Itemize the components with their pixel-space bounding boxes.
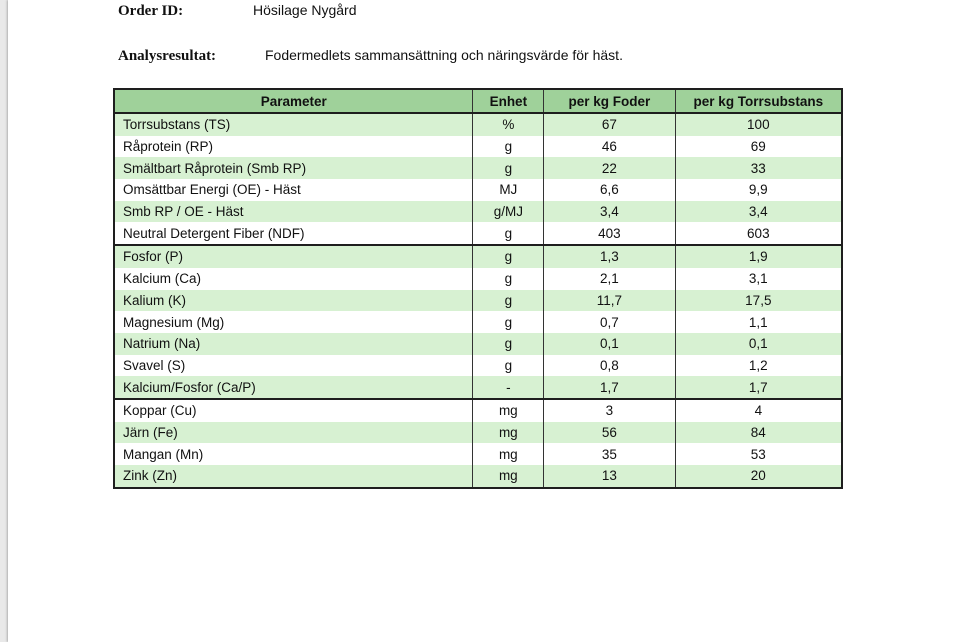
cell-unit: mg (473, 422, 544, 444)
table-header-row (114, 89, 842, 113)
cell-per-kg-ts: 84 (675, 422, 842, 444)
cell-parameter: Koppar (Cu) (114, 399, 473, 422)
table-row (114, 311, 842, 333)
cell-per-kg-foder: 11,7 (544, 290, 675, 312)
cell-unit: MJ (473, 179, 544, 201)
table-row (114, 333, 842, 355)
table-row (114, 157, 842, 179)
cell-per-kg-foder: 0,7 (544, 311, 675, 333)
cell-per-kg-foder: 2,1 (544, 268, 675, 290)
cell-parameter: Råprotein (RP) (114, 136, 473, 158)
cell-parameter: Kalcium (Ca) (114, 268, 473, 290)
table-row (114, 113, 842, 136)
cell-parameter: Omsättbar Energi (OE) - Häst (114, 179, 473, 201)
cell-unit: g (473, 136, 544, 158)
column-header-unit: Enhet (473, 89, 544, 113)
cell-unit: g/MJ (473, 201, 544, 223)
cell-parameter: Zink (Zn) (114, 465, 473, 488)
cell-per-kg-foder: 3,4 (544, 201, 675, 223)
table-row (114, 268, 842, 290)
order-id-value: Hösilage Nygård (253, 2, 357, 18)
analysis-table (113, 88, 843, 489)
cell-unit: g (473, 222, 544, 245)
cell-unit: - (473, 376, 544, 399)
cell-parameter: Järn (Fe) (114, 422, 473, 444)
cell-per-kg-foder: 22 (544, 157, 675, 179)
cell-per-kg-ts: 100 (675, 113, 842, 136)
cell-unit: g (473, 157, 544, 179)
cell-per-kg-ts: 33 (675, 157, 842, 179)
order-id-row (118, 2, 357, 20)
cell-per-kg-ts: 603 (675, 222, 842, 245)
table-row (114, 465, 842, 488)
cell-unit: g (473, 311, 544, 333)
column-header-per-kg-foder: per kg Foder (544, 89, 675, 113)
cell-parameter: Smältbart Råprotein (Smb RP) (114, 157, 473, 179)
table-row (114, 136, 842, 158)
table-row (114, 290, 842, 312)
analysis-label: Analysresultat: (118, 48, 217, 64)
table-row (114, 376, 842, 399)
cell-per-kg-ts: 20 (675, 465, 842, 488)
cell-per-kg-foder: 56 (544, 422, 675, 444)
document-page (8, 0, 960, 642)
cell-per-kg-foder: 1,3 (544, 245, 675, 268)
cell-parameter: Svavel (S) (114, 355, 473, 377)
cell-unit: % (473, 113, 544, 136)
cell-per-kg-foder: 0,8 (544, 355, 675, 377)
cell-parameter: Kalium (K) (114, 290, 473, 312)
cell-per-kg-ts: 1,9 (675, 245, 842, 268)
cell-parameter: Fosfor (P) (114, 245, 473, 268)
table-row (114, 222, 842, 245)
analysis-description: Fodermedlets sammansättning och näringsvärde för häst. (265, 47, 623, 63)
cell-unit: g (473, 268, 544, 290)
analysis-row (118, 47, 623, 65)
cell-unit: mg (473, 443, 544, 465)
cell-per-kg-foder: 35 (544, 443, 675, 465)
cell-unit: mg (473, 465, 544, 488)
table-row (114, 422, 842, 444)
cell-parameter: Natrium (Na) (114, 333, 473, 355)
cell-parameter: Magnesium (Mg) (114, 311, 473, 333)
cell-parameter: Kalcium/Fosfor (Ca/P) (114, 376, 473, 399)
cell-per-kg-ts: 3,4 (675, 201, 842, 223)
cell-per-kg-ts: 1,1 (675, 311, 842, 333)
cell-parameter: Neutral Detergent Fiber (NDF) (114, 222, 473, 245)
cell-unit: g (473, 245, 544, 268)
column-header-per-kg-ts: per kg Torrsubstans (675, 89, 842, 113)
cell-per-kg-foder: 13 (544, 465, 675, 488)
cell-per-kg-foder: 46 (544, 136, 675, 158)
cell-per-kg-foder: 1,7 (544, 376, 675, 399)
cell-unit: g (473, 333, 544, 355)
cell-per-kg-ts: 69 (675, 136, 842, 158)
cell-per-kg-ts: 53 (675, 443, 842, 465)
cell-unit: g (473, 290, 544, 312)
cell-unit: mg (473, 399, 544, 422)
cell-per-kg-ts: 0,1 (675, 333, 842, 355)
table-row (114, 355, 842, 377)
table-row (114, 443, 842, 465)
cell-per-kg-foder: 6,6 (544, 179, 675, 201)
column-header-parameter: Parameter (114, 89, 473, 113)
cell-per-kg-foder: 67 (544, 113, 675, 136)
table-row (114, 179, 842, 201)
cell-per-kg-ts: 1,7 (675, 376, 842, 399)
cell-parameter: Mangan (Mn) (114, 443, 473, 465)
cell-per-kg-ts: 3,1 (675, 268, 842, 290)
cell-per-kg-ts: 9,9 (675, 179, 842, 201)
table-row (114, 201, 842, 223)
order-id-label: Order ID: (118, 3, 184, 19)
cell-parameter: Smb RP / OE - Häst (114, 201, 473, 223)
cell-per-kg-ts: 17,5 (675, 290, 842, 312)
cell-per-kg-foder: 3 (544, 399, 675, 422)
cell-per-kg-foder: 0,1 (544, 333, 675, 355)
table-row (114, 245, 842, 268)
cell-per-kg-foder: 403 (544, 222, 675, 245)
cell-unit: g (473, 355, 544, 377)
cell-parameter: Torrsubstans (TS) (114, 113, 473, 136)
cell-per-kg-ts: 4 (675, 399, 842, 422)
cell-per-kg-ts: 1,2 (675, 355, 842, 377)
table-row (114, 399, 842, 422)
